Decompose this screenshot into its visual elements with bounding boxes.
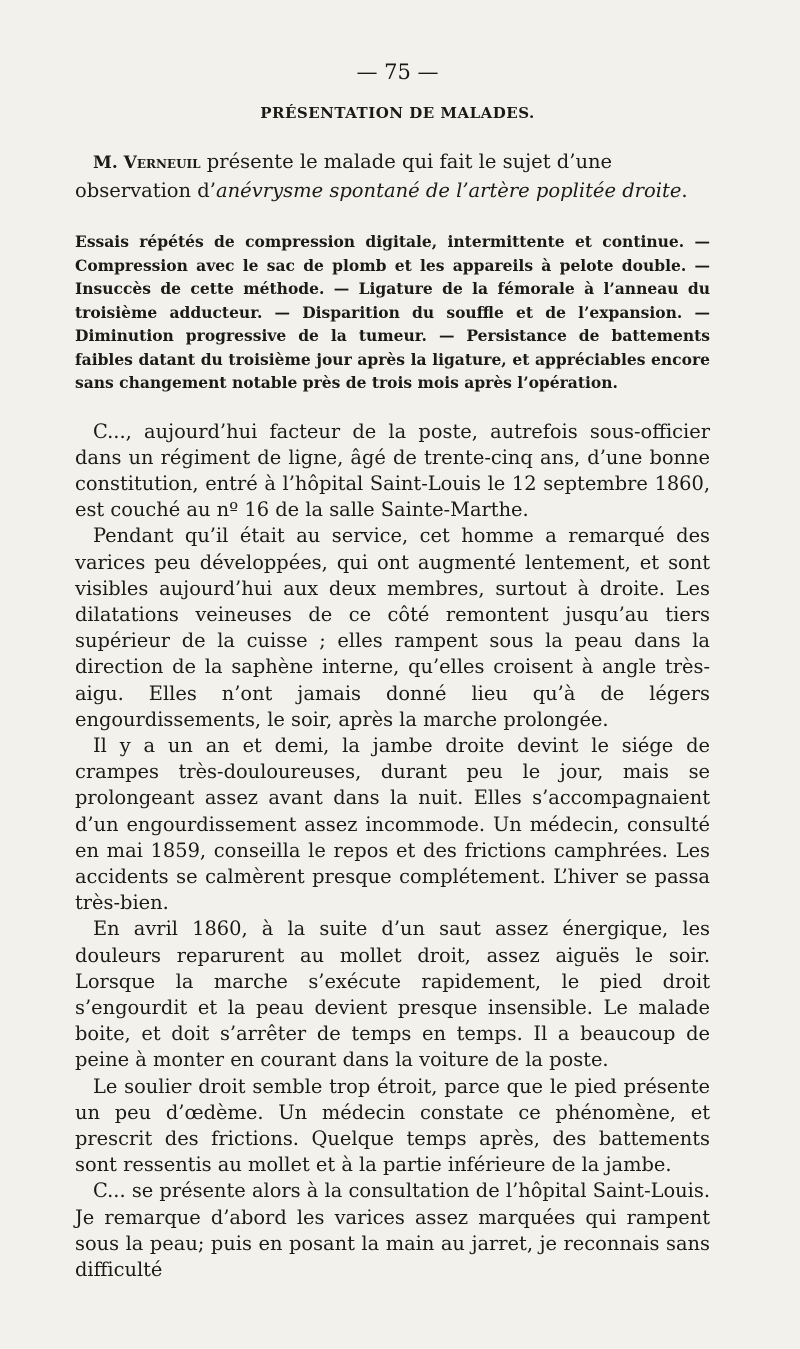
body-paragraph: C..., aujourd’hui facteur de la poste, autrefois sous-officier dans un régiment de ligne, âgé de trente-cinq ans, d’une bonne constitution, entré à l’hôpital Saint-Louis le 12 septembre 1860, est couché au nº 16 de la salle Sainte-Marthe. (75, 419, 710, 522)
intro-end: . (681, 179, 688, 202)
observation-title: anévrysme spontané de l’artère poplitée droite (216, 179, 682, 202)
body-paragraph: En avril 1860, à la suite d’un saut assez énergique, les douleurs reparurent au mollet droit, assez aiguës le soir. Lorsque la marche s’exécute rapidement, le pied droit s’engourdit et la peau devient presque insensible. Le malade boite, et doit s’arrêter de temps en temps. Il a beaucoup de peine à monter en courant dans la voiture de la poste. (75, 917, 710, 1072)
body-paragraph: Pendant qu’il était au service, cet homme a remarqué des varices peu développées, qui ont augmenté lentement, et sont visibles aujourd’hui aux deux membres, surtout à droite. Les dilatations veineuses de ce côté remontent jusqu’au tiers supérieur de la cuisse ; elles rampent sous la peau dans la direction de la saphène interne, qu’elles croisent à angle très-aigu. Elles n’ont jamais donné lieu qu’à de légers engourdissements, le soir, après la marche prolongée. (75, 524, 710, 731)
body-paragraph: Le soulier droit semble trop étroit, parce que le pied présente un peu d’œdème. Un médecin constate ce phénomène, et prescrit des frictions. Quelque temps après, des battements sont ressentis au mollet et à la partie inférieure de la jambe. (75, 1074, 710, 1177)
body-text (75, 419, 710, 1284)
page-number: — 75 — (356, 60, 439, 84)
intro-paragraph (75, 148, 710, 204)
case-summary: Essais répétés de compression digitale, intermittente et continue. — Compression avec le sac de plomb et les appareils à pelote double. — Insuccès de cette méthode. — Ligature de la fémorale à l’anneau du troisième adducteur. — Disparition du souffle et de l’expansion. — Diminution progressive de la tumeur. — Persistance de battements faibles datant du troisième jour après la ligature, et appréciables encore sans changement notable près de trois mois après l’opération. (75, 232, 710, 392)
body-paragraph: C... se présente alors à la consultation de l’hôpital Saint-Louis. Je remarque d’abord les varices assez marquées qui rampent sous la peau; puis en posant la main au jarret, je reconnais sans difficulté (75, 1179, 710, 1281)
speaker-name: M. Verneuil (93, 153, 201, 173)
body-paragraph: Il y a un an et demi, la jambe droite devint le siége de crampes très-douloureuses, durant peu le jour, mais se prolongeant assez avant dans la nuit. Elles s’accompagnaient d’un engourdissement assez incommode. Un médecin, consulté en mai 1859, conseilla le repos et des frictions camphrées. Les accidents se calmèrent presque complétement. L’hiver se passa très-bien. (75, 733, 710, 915)
section-heading: PRÉSENTATION DE MALADES. (260, 104, 535, 122)
intro-text: présente le malade qui fait le sujet d’une observation d’ (75, 150, 613, 202)
